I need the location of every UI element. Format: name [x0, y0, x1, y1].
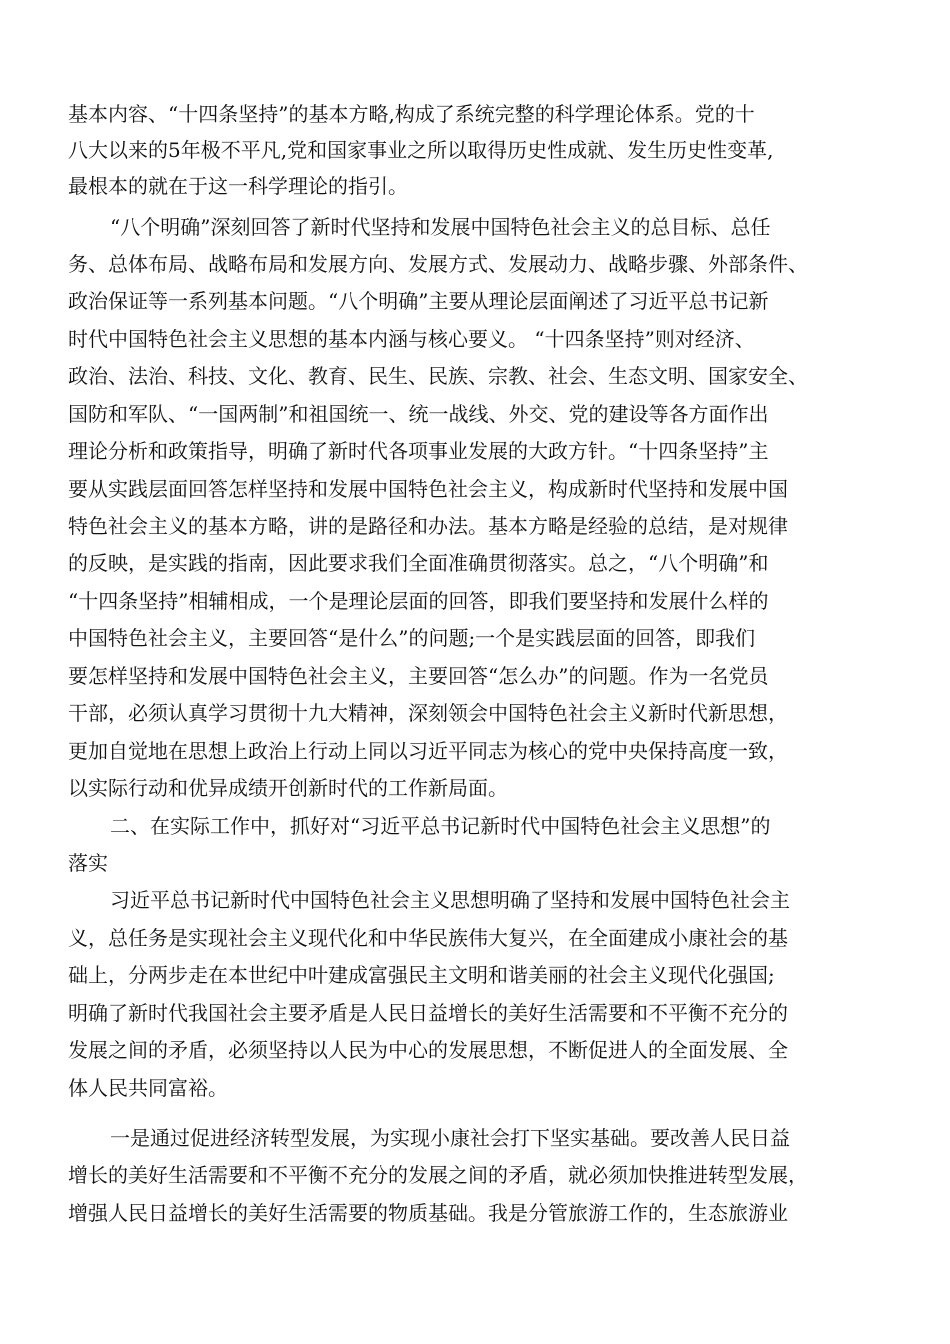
- text-line: 政治、法治、科技、文化、教育、民生、民族、宗教、社会、生态文明、国家安全、: [68, 364, 808, 388]
- text-line: 以实际行动和优异成绩开创新时代的工作新局面。: [68, 776, 508, 800]
- text-line: 基本内容、“十四条坚持”的基本方略,构成了系统完整的科学理论体系。党的十: [68, 102, 755, 126]
- text-line: 的反映，是实践的指南，因此要求我们全面准确贯彻落实。总之，“八个明确”和: [68, 551, 769, 575]
- text-line: 特色社会主义的基本方略，讲的是路径和办法。基本方略是经验的总结，是对规律: [68, 514, 788, 538]
- text-line: 增长的美好生活需要和不平衡不充分的发展之间的矛盾，就必须加快推进转型发展，: [68, 1163, 808, 1187]
- text-line: 习近平总书记新时代中国特色社会主义思想明确了坚持和发展中国特色社会主: [110, 888, 790, 912]
- section-heading: 二、在实际工作中，抓好对“习近平总书记新时代中国特色社会主义思想”的: [110, 814, 771, 838]
- text-line: 明确了新时代我国社会主要矛盾是人民日益增长的美好生活需要和不平衡不充分的: [68, 1001, 788, 1025]
- text-line: 要怎样坚持和发展中国特色社会主义，主要回答“怎么办”的问题。作为一名党员: [68, 664, 769, 688]
- text-line: 政治保证等一系列基本问题。“八个明确”主要从理论层面阐述了习近平总书记新: [68, 289, 769, 313]
- text-line: 一是通过促进经济转型发展，为实现小康社会打下坚实基础。要改善人民日益: [110, 1126, 790, 1150]
- text-line: 要从实践层面回答怎样坚持和发展中国特色社会主义，构成新时代坚持和发展中国: [68, 477, 788, 501]
- text-line: 国防和军队、“一国两制”和祖国统一、统一战线、外交、党的建设等各方面作出: [68, 402, 769, 426]
- text-line: 八大以来的5年极不平凡,党和国家事业之所以取得历史性成就、发生历史性变革,: [68, 138, 774, 162]
- text-line: 体人民共同富裕。: [68, 1076, 228, 1100]
- section-heading: 落实: [68, 851, 108, 875]
- text-line: 务、总体布局、战略布局和发展方向、发展方式、发展动力、战略步骤、外部条件、: [68, 252, 808, 276]
- text-line: “八个明确”深刻回答了新时代坚持和发展中国特色社会主义的总目标、总任: [110, 215, 771, 239]
- text-line: 中国特色社会主义，主要回答“是什么”的问题;一个是实践层面的回答，即我们: [68, 626, 756, 650]
- text-line: 础上，分两步走在本世纪中叶建成富强民主文明和谐美丽的社会主义现代化强国;: [68, 963, 775, 987]
- text-line: 义，总任务是实现社会主义现代化和中华民族伟大复兴，在全面建成小康社会的基: [68, 926, 788, 950]
- text-line: 干部，必须认真学习贯彻十九大精神，深刻领会中国特色社会主义新时代新思想，: [68, 701, 788, 725]
- text-line: 最根本的就在于这一科学理论的指引。: [68, 174, 408, 198]
- text-line: 时代中国特色社会主义思想的基本内涵与核心要义。 “十四条坚持”则对经济、: [68, 327, 755, 351]
- text-line: “十四条坚持”相辅相成，一个是理论层面的回答，即我们要坚持和发展什么样的: [68, 589, 769, 613]
- text-line: 发展之间的矛盾，必须坚持以人民为中心的发展思想，不断促进人的全面发展、全: [68, 1038, 788, 1062]
- text-line: 理论分析和政策指导，明确了新时代各项事业发展的大政方针。“十四条坚持”主: [68, 439, 769, 463]
- text-line: 增强人民日益增长的美好生活需要的物质基础。我是分管旅游工作的，生态旅游业: [68, 1201, 788, 1225]
- text-line: 更加自觉地在思想上政治上行动上同以习近平同志为核心的党中央保持高度一致，: [68, 739, 788, 763]
